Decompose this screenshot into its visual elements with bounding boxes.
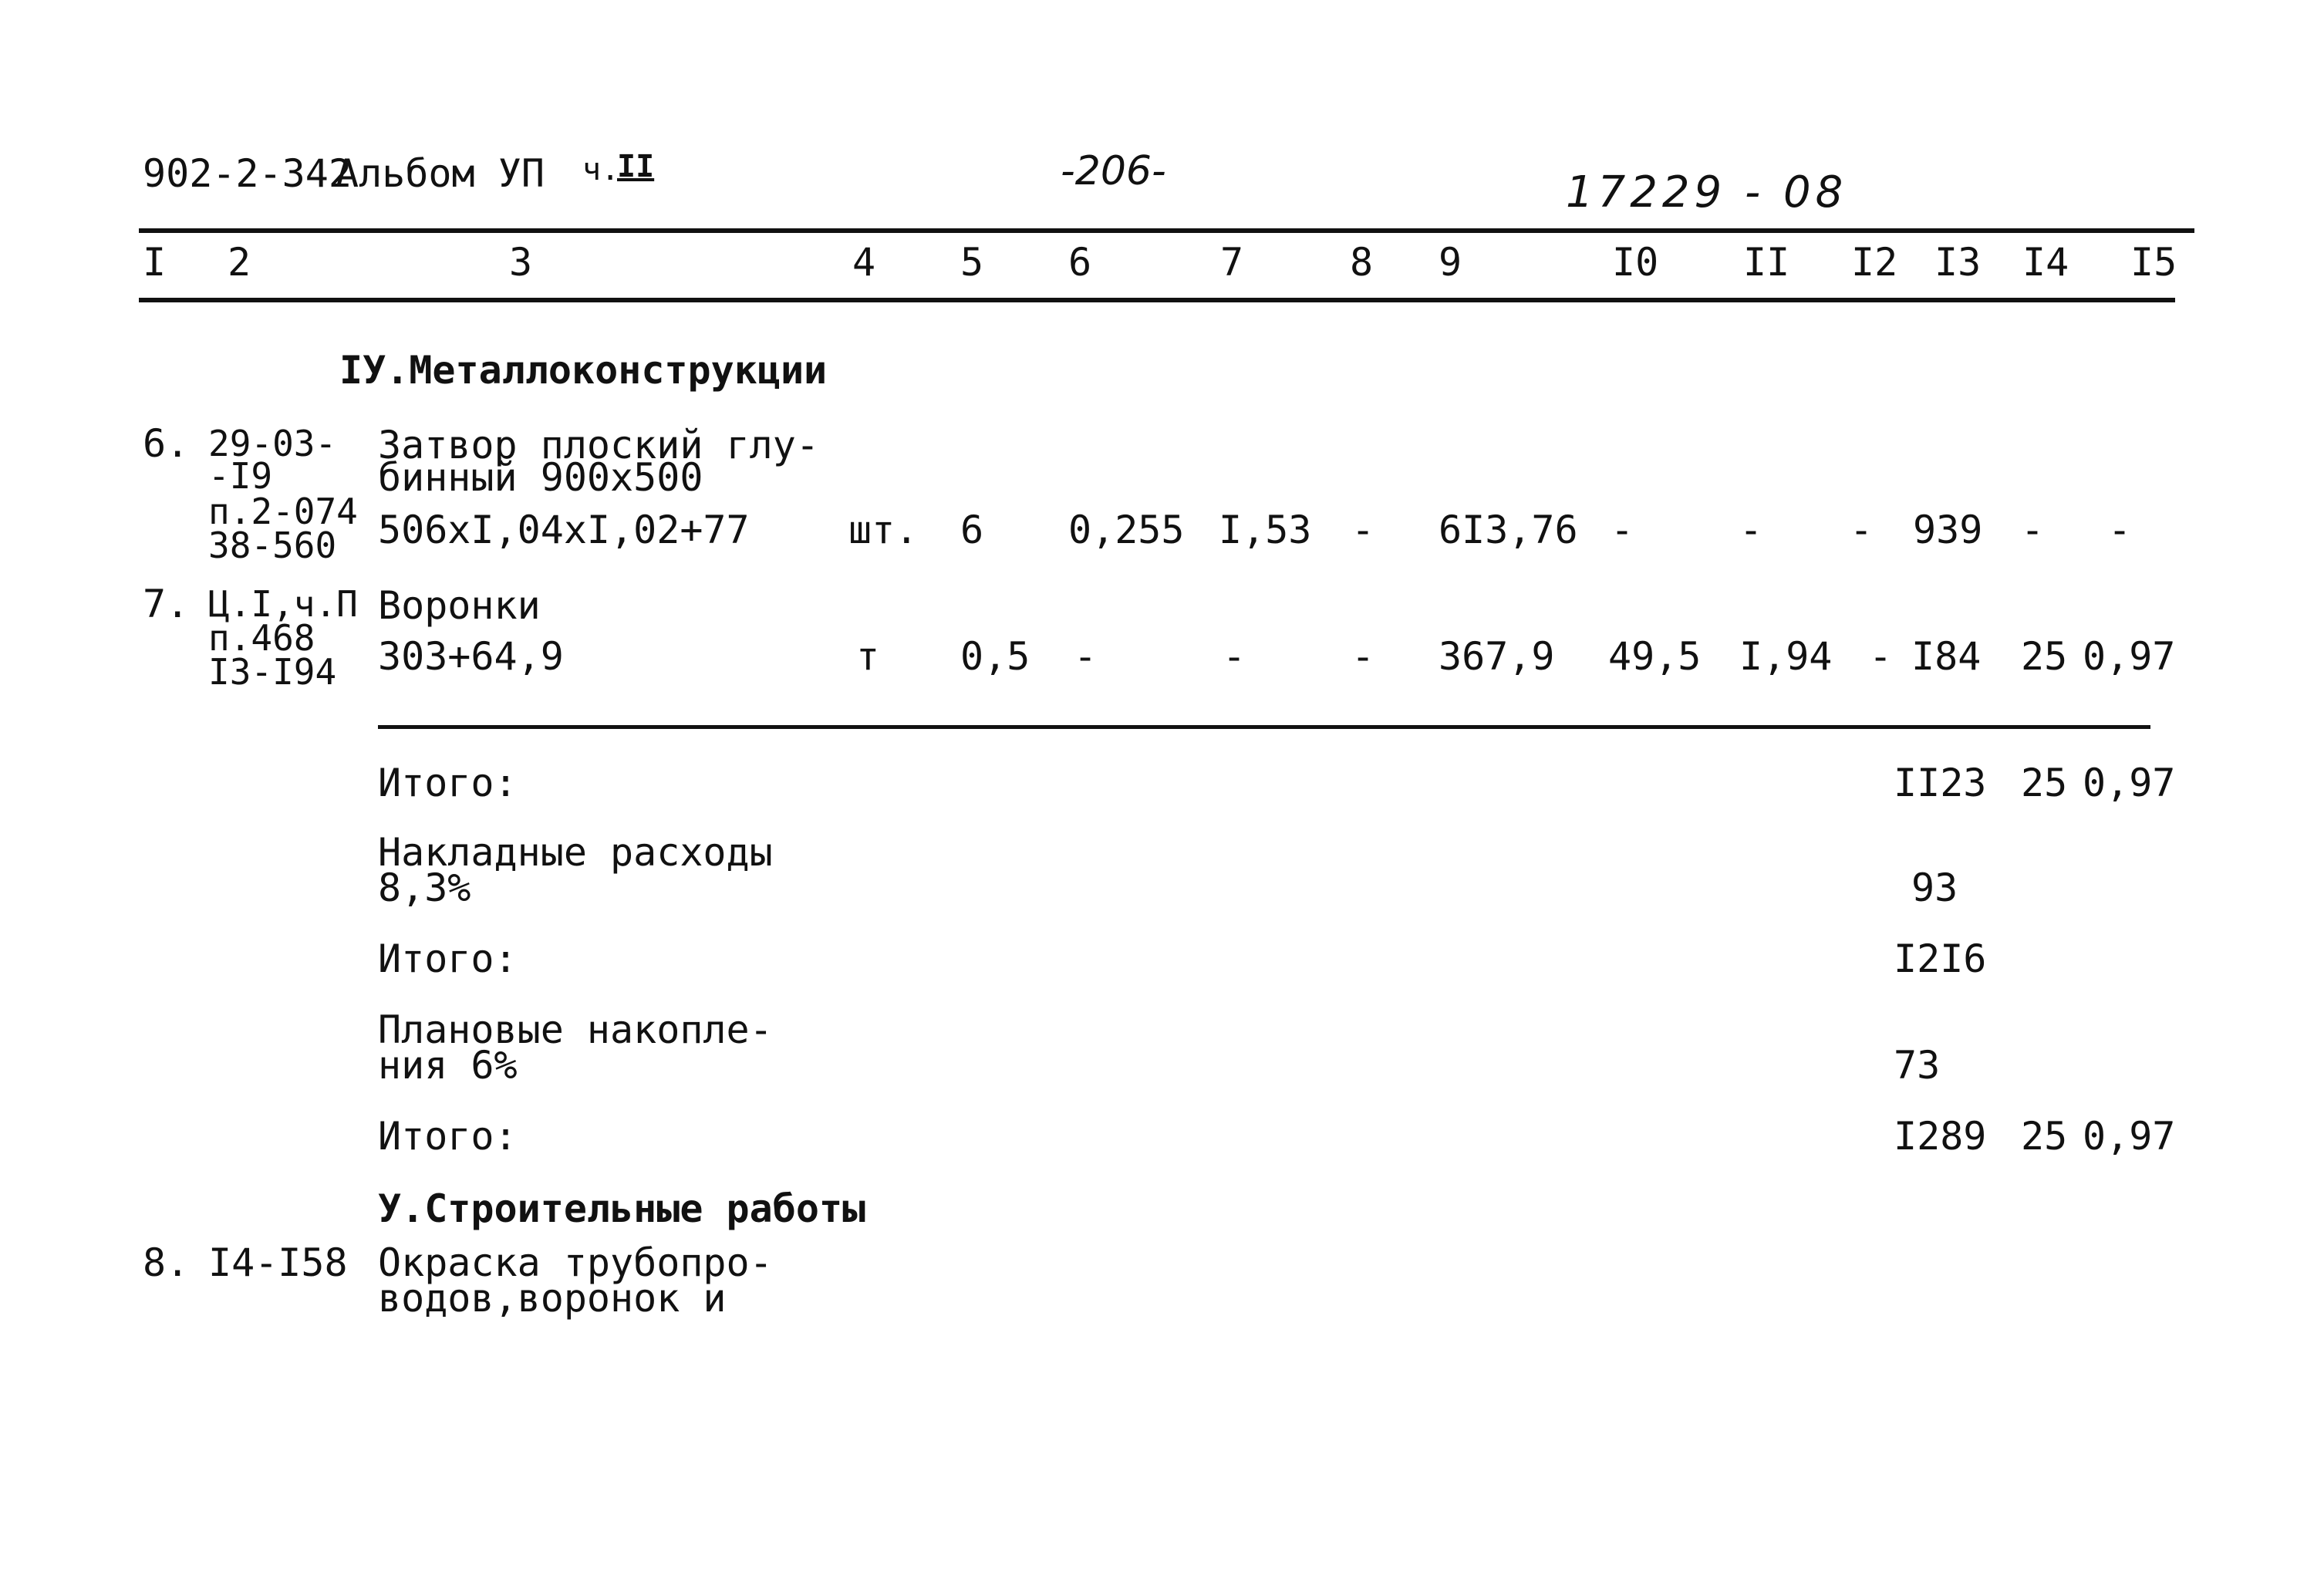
section-title-metal-structures: IУ.Металлоконструкции xyxy=(339,348,828,393)
col-header-1: I xyxy=(143,240,167,285)
cell-col6: 0,255 xyxy=(1068,508,1185,552)
itogo-col14: 25 xyxy=(2021,1114,2068,1159)
cell-col5: 0,5 xyxy=(960,634,1030,679)
cell-col14: 25 xyxy=(2021,634,2068,679)
itogo-label: Итого: xyxy=(378,936,518,981)
itogo-col14: 25 xyxy=(2021,761,2068,805)
cell-unit: шт. xyxy=(848,508,919,552)
cell-col11: I,94 xyxy=(1739,634,1833,679)
cell-col15: - xyxy=(2108,508,2132,552)
section-title-construction-works: У.Строительные работы xyxy=(378,1186,866,1231)
row-name-line: Затвор плоский глу- xyxy=(378,423,819,467)
row-code-line: Ц.I,ч.П xyxy=(208,583,358,625)
col-header-7: 7 xyxy=(1220,240,1244,285)
album-label: Альбом УП xyxy=(336,151,545,196)
itogo-col13: II23 xyxy=(1894,761,1987,805)
row-code-line: п.468 xyxy=(208,617,315,659)
row-name-line: 303+64,9 xyxy=(378,634,564,679)
row-number: 7. xyxy=(143,582,190,626)
col-header-15: I5 xyxy=(2130,240,2177,285)
cell-col5: 6 xyxy=(960,508,984,552)
cell-col9: 367,9 xyxy=(1439,634,1555,679)
col-header-10: I0 xyxy=(1612,240,1659,285)
cell-col8: - xyxy=(1351,508,1375,552)
col-header-2: 2 xyxy=(228,240,251,285)
page-number: -206- xyxy=(1061,148,1166,194)
cell-col14: - xyxy=(2021,508,2045,552)
col-header-14: I4 xyxy=(2022,240,2069,285)
handwritten-registration-number: 17229 - 08 xyxy=(1566,167,1848,218)
header-top-rule xyxy=(139,228,2194,233)
row-code-line: п.2-074 xyxy=(208,491,358,532)
col-header-5: 5 xyxy=(960,240,984,285)
cell-unit: т xyxy=(856,634,880,679)
itogo-col15: 0,97 xyxy=(2083,761,2176,805)
itogo-col13: I2I6 xyxy=(1894,936,1987,981)
overhead-col13: 93 xyxy=(1911,865,1958,910)
col-header-8: 8 xyxy=(1350,240,1374,285)
row-code: I4-I58 xyxy=(208,1240,348,1285)
cell-col7: I,53 xyxy=(1219,508,1312,552)
cell-col12: - xyxy=(1869,634,1893,679)
col-header-6: 6 xyxy=(1068,240,1092,285)
planned-label: Плановые накопле- xyxy=(378,1007,773,1052)
col-header-4: 4 xyxy=(852,240,876,285)
col-header-13: I3 xyxy=(1934,240,1982,285)
itogo-col15: 0,97 xyxy=(2083,1114,2176,1159)
itogo-col13: I289 xyxy=(1894,1114,1987,1159)
cell-col7: - xyxy=(1223,634,1246,679)
cell-col10: - xyxy=(1611,508,1634,552)
row-code-line: -I9 xyxy=(208,455,273,497)
row-number: 6. xyxy=(143,421,190,466)
row-code-line: I3-I94 xyxy=(208,651,337,693)
col-header-3: 3 xyxy=(509,240,533,285)
cell-col10: 49,5 xyxy=(1608,634,1702,679)
cell-col9: 6I3,76 xyxy=(1439,508,1578,552)
itogo-label: Итого: xyxy=(378,1114,518,1159)
totals-rule xyxy=(378,725,2150,729)
cell-col12: - xyxy=(1850,508,1874,552)
cell-col11: - xyxy=(1739,508,1763,552)
overhead-percent: 8,3% xyxy=(378,865,471,910)
col-header-9: 9 xyxy=(1439,240,1462,285)
itogo-label: Итого: xyxy=(378,761,518,805)
cell-col6: - xyxy=(1074,634,1098,679)
row-code-line: 38-560 xyxy=(208,525,337,566)
overhead-label: Накладные расходы xyxy=(378,830,773,875)
row-name-line: Воронки xyxy=(378,583,541,628)
row-code-line: 29-03- xyxy=(208,423,337,464)
part-number: II xyxy=(617,149,655,184)
cell-col15: 0,97 xyxy=(2083,634,2176,679)
row-name-line: водов,воронок и xyxy=(378,1276,727,1321)
planned-col13: 73 xyxy=(1894,1043,1941,1088)
cell-col8: - xyxy=(1351,634,1375,679)
cell-col13: 939 xyxy=(1913,508,1983,552)
row-name-line: Окраска трубопро- xyxy=(378,1240,773,1285)
planned-percent: ния 6% xyxy=(378,1043,518,1088)
part-label: ч. xyxy=(582,152,620,187)
row-name-line: 506хI,04хI,02+77 xyxy=(378,508,750,552)
col-header-11: II xyxy=(1743,240,1790,285)
header-bottom-rule xyxy=(139,298,2175,302)
cell-col13: I84 xyxy=(1911,634,1982,679)
row-name-line: бинный 900х500 xyxy=(378,455,703,500)
doc-code: 902-2-342 xyxy=(143,151,352,196)
row-number: 8. xyxy=(143,1240,190,1285)
col-header-12: I2 xyxy=(1851,240,1898,285)
